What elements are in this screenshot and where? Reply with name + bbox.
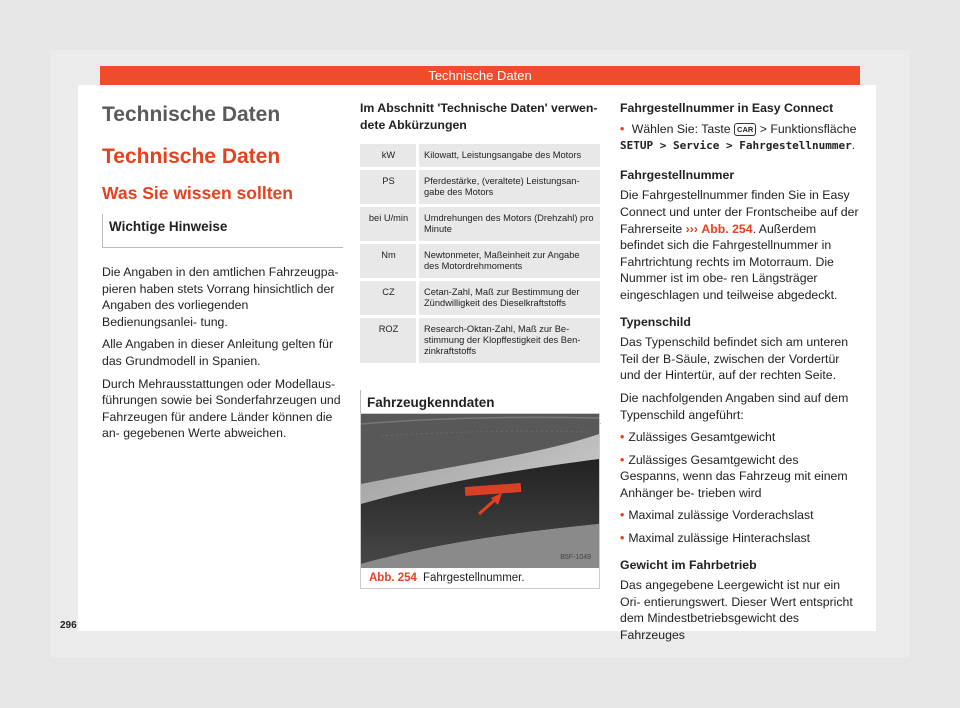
paragraph: Das angegebene Leergewicht ist nur ein Ori- entierungswert. Dieser Wert entspricht dem Mindestbetriebsgewicht des Fahrzeuges	[620, 578, 853, 643]
table-row	[360, 318, 600, 363]
column-right	[620, 100, 860, 650]
figure-caption	[369, 572, 525, 584]
desc-cell: Umdrehungen des Motors (Drehzahl) pro Minute	[419, 207, 600, 241]
table-intro: Im Abschnitt 'Technische Daten' verwen- dete Abkürzungen	[360, 101, 598, 132]
heading-easy-connect: Fahrgestellnummer in Easy Connect	[620, 101, 834, 115]
abbr-cell: kW	[360, 144, 416, 167]
subchapter-title: Technische Daten	[102, 145, 281, 168]
page-header: Technische Daten	[100, 66, 860, 85]
figure-number: Abb. 254	[369, 572, 417, 584]
desc-cell: Pferdestärke, (veraltete) Leistungsan- gabe des Motors	[419, 170, 600, 204]
section-title: Was Sie wissen sollten	[102, 183, 293, 203]
desc-cell: Cetan-Zahl, Maß zur Bestimmung der Zündwilligkeit des Dieselkraftstoffs	[419, 281, 600, 315]
paragraph: Die Angaben in den amtlichen Fahrzeugpa- pieren haben stets Vorrang hinsichtlich der Angaben des vorliegenden Bedienungsanlei- tung.	[102, 265, 339, 329]
list-item: • Zulässiges Gesamtgewicht	[620, 429, 860, 446]
paragraph: Alle Angaben in dieser Anleitung gelten für das Grundmodell in Spanien.	[102, 337, 334, 368]
table-row	[360, 170, 600, 204]
subsection-heading: Fahrzeugkenndaten	[360, 390, 600, 424]
abbr-cell: bei U/min	[360, 207, 416, 241]
abbr-cell: ROZ	[360, 318, 416, 363]
list-item: • Maximal zulässige Hinterachslast	[620, 530, 860, 547]
list-item: • Zulässiges Gesamtgewicht des Gespanns, wenn das Fahrzeug mit einem Anhänger be- trieben wird	[620, 452, 860, 502]
figure-code: B5F-1049	[560, 554, 591, 561]
heading-vin: Fahrgestellnummer	[620, 167, 735, 182]
page-number: 296	[60, 620, 77, 631]
column-middle	[360, 100, 600, 424]
instruction-text: > Funktionsfläche	[759, 121, 857, 136]
heading-weight: Gewicht im Fahrbetrieb	[620, 557, 757, 572]
figure-reference-link[interactable]: Abb. 254	[701, 221, 753, 236]
table-row	[360, 207, 600, 241]
paragraph: Das Typenschild befindet sich am unteren Teil der B-Säule, zwischen der Vordertür und der Hintertür, auf der rechten Seite.	[620, 335, 849, 383]
reference-arrows: ›››	[685, 221, 698, 236]
subsection-heading: Wichtige Hinweise	[102, 214, 342, 248]
figure-caption-text: Fahrgestellnummer.	[422, 572, 525, 584]
figure-vin	[360, 413, 600, 589]
desc-cell: Research-Oktan-Zahl, Maß zur Be- stimmung der Klopffestigkeit des Ben- zinkraftstoffs	[419, 318, 600, 363]
windshield-illustration	[361, 414, 599, 568]
chapter-title: Technische Daten	[102, 103, 281, 126]
abbr-cell: PS	[360, 170, 416, 204]
table-row	[360, 244, 600, 278]
desc-cell: Kilowatt, Leistungsangabe des Motors	[419, 144, 600, 167]
abbr-cell: Nm	[360, 244, 416, 278]
paragraph: Die nachfolgenden Angaben sind auf dem Typenschild angeführt:	[620, 390, 849, 422]
paragraph: Durch Mehrausstattungen oder Modellaus- führungen sowie bei Sonderfahrzeugen und Fahrzeugen für andere Länder können die an- gegebenen Werte abweichen.	[102, 376, 341, 441]
heading-type-plate: Typenschild	[620, 314, 691, 329]
paragraph-text: Die Fahrgestellnummer finden Sie in Easy Connect und unter der Frontscheibe auf der Fahrerseite	[620, 188, 859, 236]
desc-cell: Newtonmeter, Maßeinheit zur Angabe des Motordrehmoments	[419, 244, 600, 278]
list-item: • Maximal zulässige Vorderachslast	[620, 507, 860, 524]
instruction-bullet	[620, 121, 860, 155]
menu-path: SETUP > Service > Fahrgestellnummer	[620, 139, 852, 153]
instruction-text: Wählen Sie: Taste	[631, 121, 731, 136]
paragraph-text: . Außerdem befindet sich die Fahrgestellnummer in Fahrtrichtung rechts im Motorraum. Die Nummer ist im obe- ren Längsträger eingeschlagen und teilweise abgedeckt.	[620, 221, 838, 302]
column-left	[102, 100, 342, 448]
abbreviation-table	[360, 141, 600, 366]
instruction-end: .	[851, 138, 856, 153]
windshield-photo	[361, 414, 599, 568]
table-row	[360, 144, 600, 167]
car-key-icon: CAR	[734, 123, 756, 136]
abbr-cell: CZ	[360, 281, 416, 315]
paragraph-vin	[620, 187, 860, 303]
table-row	[360, 281, 600, 315]
